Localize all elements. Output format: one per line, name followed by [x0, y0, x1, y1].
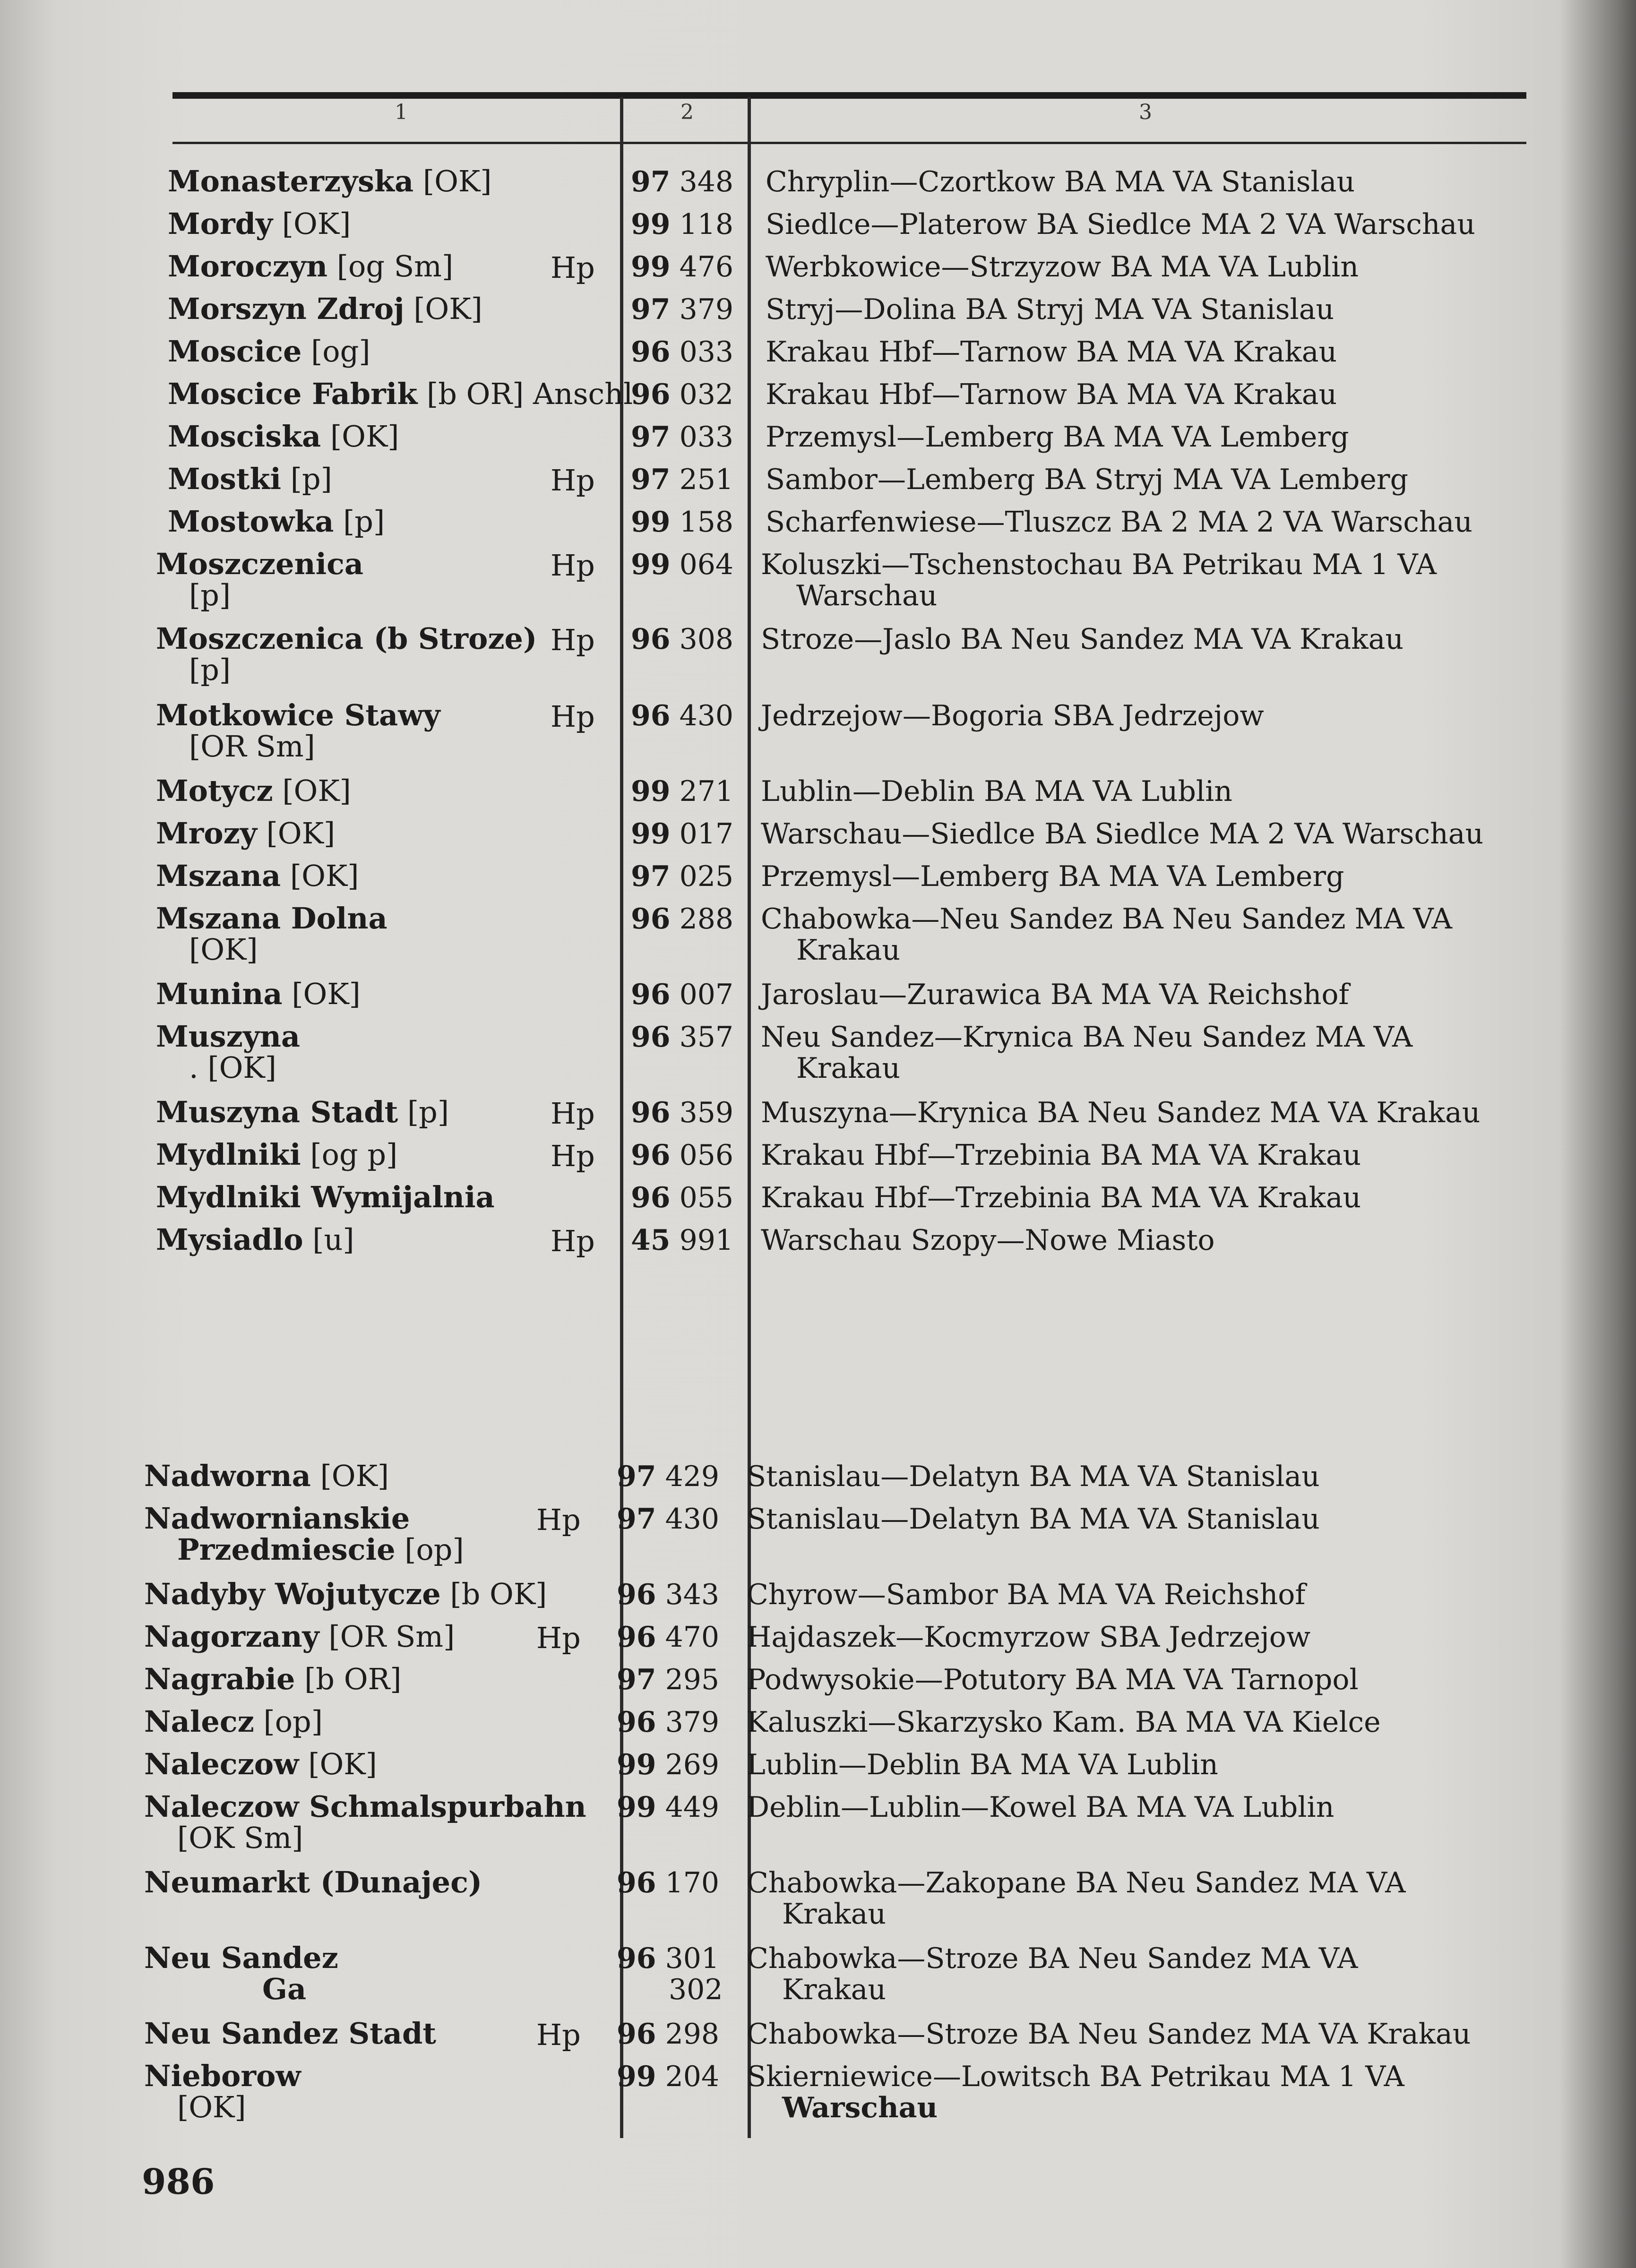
station-number — [631, 775, 733, 808]
station-number — [631, 165, 733, 198]
station-number-suffix: 033 — [679, 335, 734, 369]
station-name-continuation — [189, 934, 258, 966]
station-number-prefix: 97 — [617, 1663, 656, 1696]
station-name — [156, 699, 440, 731]
station-class-code: [p] — [290, 462, 332, 496]
station-number — [631, 902, 733, 936]
route-description: Skierniewice—Lowitsch BA Petrikau MA 1 VA — [747, 2060, 1404, 2093]
route-description: Krakau Hbf—Tarnow BA MA VA Krakau — [766, 335, 1337, 369]
station-number — [631, 1021, 733, 1054]
station-number-secondary: 302 — [669, 1973, 723, 2006]
station-class-code: [u] — [312, 1222, 354, 1257]
station-number — [617, 1663, 719, 1696]
route-description: Stanislau—Delatyn BA MA VA Stanislau — [747, 1503, 1320, 1536]
station-name-bold: Moroczyn — [168, 249, 328, 284]
station-name-continuation — [262, 1973, 306, 2005]
station-number-prefix: 96 — [617, 1621, 656, 1654]
station-class-code: [OK] — [413, 292, 482, 326]
station-number-suffix: 025 — [679, 860, 734, 893]
station-class-code: [og p] — [310, 1137, 398, 1172]
station-number-suffix: 118 — [679, 208, 734, 241]
station-name-bold: Neu Sandez Stadt — [144, 2016, 436, 2051]
station-number-suffix: 430 — [679, 699, 734, 732]
station-name — [168, 463, 332, 495]
station-name-continuation — [189, 654, 231, 686]
station-name — [168, 208, 351, 240]
station-number-suffix: 271 — [679, 775, 734, 808]
station-name-bold: Nadwornianskie — [144, 1501, 410, 1536]
station-name-bold: Motycz — [156, 773, 273, 808]
station-number-prefix: 99 — [631, 775, 671, 808]
station-name — [156, 1139, 397, 1171]
station-class-code: [p] — [343, 504, 385, 539]
station-name — [144, 1503, 410, 1535]
station-number-prefix: 96 — [631, 1096, 671, 1129]
station-number-suffix: 379 — [665, 1706, 720, 1739]
station-number-suffix: 343 — [665, 1578, 720, 1611]
station-number-suffix: 348 — [679, 165, 734, 198]
halt-marker: Hp — [551, 463, 595, 498]
route-description: Chabowka—Stroze BA Neu Sandez MA VA — [747, 1942, 1358, 1975]
station-name — [144, 1748, 377, 1780]
station-class-code: [OK] — [308, 1747, 377, 1781]
route-description: Deblin—Lublin—Kowel BA MA VA Lublin — [747, 1791, 1335, 1824]
station-number — [631, 250, 733, 284]
station-class-code: [OK] — [320, 1459, 389, 1493]
station-number-prefix: 97 — [631, 421, 671, 454]
station-number-prefix: 96 — [631, 623, 671, 656]
station-name-bold: Naleczow — [144, 1747, 299, 1781]
station-number-suffix: 204 — [665, 2060, 720, 2093]
station-name-continuation — [189, 730, 315, 763]
station-name-bold: Mszana — [156, 859, 281, 893]
station-name — [156, 1181, 495, 1213]
column-header-2: 2 — [680, 100, 694, 124]
route-description: Krakau Hbf—Trzebinia BA MA VA Krakau — [761, 1139, 1361, 1172]
route-description: Neu Sandez—Krynica BA Neu Sandez MA VA — [761, 1021, 1413, 1054]
station-name-bold: Mszana Dolna — [156, 901, 387, 936]
station-class-code: [b OR] Anschl — [427, 377, 633, 411]
station-name — [144, 1866, 482, 1899]
station-name-bold: Mrozy — [156, 816, 257, 850]
station-number-suffix: 301 — [665, 1942, 720, 1975]
station-number-prefix: 96 — [631, 902, 671, 936]
station-class-code: [b OR] — [304, 1662, 402, 1696]
route-continuation: Krakau — [782, 1898, 887, 1931]
station-class-code: [OK Sm] — [177, 1821, 303, 1855]
station-number-prefix: 99 — [631, 817, 671, 850]
station-number-prefix: 96 — [617, 2018, 656, 2051]
station-number-prefix: 96 — [631, 978, 671, 1011]
route-continuation: Krakau — [796, 934, 901, 967]
station-number — [631, 421, 733, 454]
station-name — [144, 1706, 323, 1738]
station-name-bold: Mysiadlo — [156, 1222, 303, 1257]
station-name — [168, 378, 633, 410]
station-number-prefix: 96 — [617, 1866, 656, 1899]
halt-marker: Hp — [551, 1096, 595, 1131]
station-number — [617, 1460, 719, 1493]
route-description: Krakau Hbf—Tarnow BA MA VA Krakau — [766, 378, 1337, 411]
station-name-continuation — [177, 1822, 303, 1854]
station-number-suffix: 429 — [665, 1460, 720, 1493]
halt-marker: Hp — [536, 2018, 581, 2052]
route-description: Lublin—Deblin BA MA VA Lublin — [747, 1748, 1218, 1781]
station-name-bold: Naleczow Schmalspurbahn — [144, 1789, 586, 1824]
station-number-prefix: 96 — [631, 699, 671, 732]
route-description: Przemysl—Lemberg BA MA VA Lemberg — [766, 421, 1349, 454]
station-class-code: [p] — [407, 1095, 449, 1129]
station-number-prefix: 97 — [617, 1503, 656, 1536]
station-number — [631, 1096, 733, 1129]
station-name-bold: Mydlniki — [156, 1137, 301, 1172]
station-name-bold: Neumarkt (Dunajec) — [144, 1865, 482, 1899]
station-number — [631, 208, 733, 241]
station-class-code: [OK] — [177, 2090, 246, 2124]
route-description: Werbkowice—Strzyzow BA MA VA Lublin — [766, 250, 1359, 284]
station-number — [631, 699, 733, 732]
station-number-suffix: 251 — [679, 463, 734, 496]
station-number — [631, 1181, 733, 1214]
halt-marker: Hp — [551, 548, 595, 583]
route-description: Jaroslau—Zurawica BA MA VA Reichshof — [761, 978, 1349, 1011]
station-number-suffix: 269 — [665, 1748, 720, 1781]
station-name-bold: Muszyna — [156, 1019, 301, 1054]
station-name-bold: Moscice — [168, 334, 302, 369]
halt-marker: Hp — [551, 623, 595, 657]
route-description: Siedlce—Platerow BA Siedlce MA 2 VA Warschau — [766, 208, 1475, 241]
station-number-suffix: 064 — [679, 548, 734, 581]
station-number-suffix: 170 — [665, 1866, 720, 1899]
station-number-prefix: 45 — [631, 1224, 671, 1257]
station-number — [617, 1621, 719, 1654]
station-name — [168, 293, 482, 325]
station-number-prefix: 97 — [631, 463, 671, 496]
station-name-bold: Morszyn Zdroj — [168, 292, 405, 326]
station-number — [631, 463, 733, 496]
station-name — [144, 1460, 389, 1492]
station-number-prefix: 96 — [631, 335, 671, 369]
station-name-bold: Nalecz — [144, 1704, 254, 1739]
station-class-code: [OK] — [266, 816, 336, 850]
station-number — [631, 548, 733, 581]
column-header-1: 1 — [395, 100, 408, 124]
station-number-suffix: 308 — [679, 623, 734, 656]
station-name-continuation — [177, 2091, 246, 2123]
route-description: Stroze—Jaslo BA Neu Sandez MA VA Krakau — [761, 623, 1404, 656]
station-number-suffix: 359 — [679, 1096, 734, 1129]
column-header-3: 3 — [1139, 100, 1152, 124]
top-rule — [172, 92, 1526, 99]
station-name — [168, 250, 453, 283]
station-number-suffix: 298 — [665, 2018, 720, 2051]
route-description: Sambor—Lemberg BA Stryj MA VA Lemberg — [766, 463, 1409, 496]
station-number — [617, 1748, 719, 1781]
station-number-suffix: 991 — [679, 1224, 734, 1257]
station-name — [156, 775, 351, 807]
station-class-code: [p] — [189, 578, 231, 612]
station-number-suffix: 379 — [679, 293, 734, 326]
station-class-code: . [OK] — [189, 1050, 276, 1085]
station-number-prefix: 96 — [617, 1942, 656, 1975]
station-number-prefix: 99 — [617, 1748, 656, 1781]
halt-marker: Hp — [536, 1503, 581, 1537]
station-number-prefix: 96 — [631, 378, 671, 411]
station-name — [144, 2018, 436, 2050]
station-name-continuation — [177, 1534, 464, 1566]
station-number — [631, 1139, 733, 1172]
station-number-suffix: 449 — [665, 1791, 720, 1824]
station-class-code: [p] — [189, 653, 231, 687]
station-number-suffix: 476 — [679, 250, 734, 284]
station-class-code: [OK] — [282, 206, 351, 241]
route-description: Podwysokie—Potutory BA MA VA Tarnopol — [747, 1663, 1359, 1696]
station-name-bold: Motkowice Stawy — [156, 698, 440, 732]
station-number-prefix: 97 — [631, 860, 671, 893]
station-number-suffix: 295 — [665, 1663, 720, 1696]
station-number — [617, 1578, 719, 1611]
station-class-code: [OK] — [282, 773, 351, 808]
station-name-bold: Nagorzany — [144, 1619, 319, 1654]
route-description: Chabowka—Zakopane BA Neu Sandez MA VA — [747, 1866, 1406, 1899]
route-description: Chabowka—Stroze BA Neu Sandez MA VA Krakau — [747, 2018, 1471, 2051]
station-number — [631, 293, 733, 326]
route-description: Warschau—Siedlce BA Siedlce MA 2 VA Warschau — [761, 817, 1484, 850]
station-number-prefix: 99 — [617, 2060, 656, 2093]
station-name — [144, 1621, 455, 1653]
station-name — [156, 623, 537, 655]
station-number-prefix: 96 — [631, 1021, 671, 1054]
station-name — [168, 335, 370, 368]
station-name — [168, 165, 491, 198]
station-name — [156, 860, 359, 892]
station-name-bold: Muszyna Stadt — [156, 1095, 398, 1129]
route-description: Chabowka—Neu Sandez BA Neu Sandez MA VA — [761, 902, 1452, 936]
station-number — [631, 1224, 733, 1257]
page-number: 986 — [142, 2162, 215, 2202]
station-name — [156, 1021, 300, 1053]
header-rule — [172, 142, 1526, 144]
station-number-suffix: 032 — [679, 378, 734, 411]
station-name — [144, 1942, 338, 1974]
station-name-continuation-bold: Przedmiescie — [177, 1532, 396, 1567]
station-name-bold: Mydlniki Wymijalnia — [156, 1180, 495, 1214]
station-class-code: [og Sm] — [336, 249, 454, 284]
station-class-code: [OK] — [330, 419, 399, 454]
station-name-bold: Nadyby Wojutycze — [144, 1577, 441, 1611]
station-number-suffix: 007 — [679, 978, 734, 1011]
station-name-continuation — [189, 1052, 276, 1084]
station-number-prefix: 97 — [617, 1460, 656, 1493]
halt-marker: Hp — [551, 699, 595, 734]
route-description: Stanislau—Delatyn BA MA VA Stanislau — [747, 1460, 1320, 1493]
halt-marker: Hp — [551, 250, 595, 285]
station-number-prefix: 96 — [631, 1139, 671, 1172]
station-name-bold: Nieborow — [144, 2059, 301, 2093]
station-name-bold: Nagrabie — [144, 1662, 295, 1696]
column-divider-2 — [748, 97, 751, 2138]
station-number — [617, 2018, 719, 2051]
station-class-code: [og] — [311, 334, 370, 369]
station-name-bold: Moszczenica — [156, 547, 364, 581]
route-description: Warschau Szopy—Nowe Miasto — [761, 1224, 1215, 1257]
station-number-prefix: 99 — [631, 506, 671, 539]
station-number-prefix: 99 — [631, 250, 671, 284]
route-description: Jedrzejow—Bogoria SBA Jedrzejow — [761, 699, 1264, 732]
halt-marker: Hp — [551, 1139, 595, 1173]
station-name-bold: Munina — [156, 977, 283, 1011]
station-number-prefix: 97 — [631, 293, 671, 326]
station-name-continuation — [189, 579, 231, 611]
station-number-prefix: 96 — [617, 1706, 656, 1739]
station-number-suffix: 158 — [679, 506, 734, 539]
station-name — [156, 978, 361, 1010]
station-class-code: [op] — [405, 1532, 464, 1567]
station-class-code: [OK] — [292, 977, 361, 1011]
station-name-bold: Mostowka — [168, 504, 334, 539]
station-name — [144, 1663, 401, 1695]
station-name-bold: Neu Sandez — [144, 1941, 338, 1975]
station-number — [617, 1706, 719, 1739]
station-number — [631, 335, 733, 369]
station-name — [156, 548, 363, 580]
station-number-suffix: 017 — [679, 817, 734, 850]
station-number-prefix: 96 — [617, 1578, 656, 1611]
station-number — [617, 2060, 719, 2093]
station-number-suffix: 056 — [679, 1139, 734, 1172]
halt-marker: Hp — [536, 1621, 581, 1655]
route-description: Hajdaszek—Kocmyrzow SBA Jedrzejow — [747, 1621, 1311, 1654]
station-name-bold: Moscice Fabrik — [168, 377, 418, 411]
station-name-continuation-bold: Ga — [262, 1972, 307, 2006]
station-class-code: [OR Sm] — [328, 1619, 455, 1654]
station-number — [631, 378, 733, 411]
station-number-prefix: 96 — [631, 1181, 671, 1214]
halt-marker: Hp — [551, 1224, 595, 1258]
station-name-bold: Mordy — [168, 206, 273, 241]
station-name — [168, 506, 385, 538]
station-number — [631, 506, 733, 539]
station-class-code: [op] — [263, 1704, 323, 1739]
station-name — [156, 902, 387, 935]
route-description: Koluszki—Tschenstochau BA Petrikau MA 1 VA — [761, 548, 1437, 581]
station-number-suffix: 357 — [679, 1021, 734, 1054]
station-number — [617, 1503, 719, 1536]
route-description: Stryj—Dolina BA Stryj MA VA Stanislau — [766, 293, 1335, 326]
station-number — [631, 978, 733, 1011]
station-name-bold: Mostki — [168, 462, 282, 496]
station-number-suffix: 470 — [665, 1621, 720, 1654]
route-description: Muszyna—Krynica BA Neu Sandez MA VA Krakau — [761, 1096, 1481, 1129]
station-number-suffix: 288 — [679, 902, 734, 936]
station-number — [631, 860, 733, 893]
route-description: Przemysl—Lemberg BA MA VA Lemberg — [761, 860, 1344, 893]
station-number — [617, 1791, 719, 1824]
station-name-bold: Monasterzyska — [168, 164, 414, 198]
route-description: Scharfenwiese—Tluszcz BA 2 MA 2 VA Warschau — [766, 506, 1472, 539]
route-continuation: Krakau — [782, 1973, 887, 2006]
station-number-prefix: 99 — [617, 1791, 656, 1824]
route-description: Kaluszki—Skarzysko Kam. BA MA VA Kielce — [747, 1706, 1381, 1739]
station-class-code: [OK] — [189, 932, 258, 967]
station-name-bold: Moszczenica (b Stroze) — [156, 621, 537, 656]
station-number — [631, 623, 733, 656]
station-name-bold: Nadworna — [144, 1459, 311, 1493]
station-name — [156, 1224, 354, 1256]
station-name — [156, 817, 335, 850]
station-number-prefix: 99 — [631, 208, 671, 241]
station-name — [144, 1791, 586, 1823]
station-class-code: [OK] — [422, 164, 492, 198]
route-description: Chyrow—Sambor BA MA VA Reichshof — [747, 1578, 1306, 1611]
station-name — [144, 2060, 301, 2092]
route-description: Krakau Hbf—Trzebinia BA MA VA Krakau — [761, 1181, 1361, 1214]
route-continuation: Warschau — [782, 2091, 938, 2124]
station-name-bold: Mosciska — [168, 419, 321, 454]
station-number — [631, 817, 733, 850]
route-description: Lublin—Deblin BA MA VA Lublin — [761, 775, 1232, 808]
route-continuation: Warschau — [796, 579, 938, 612]
route-description: Chryplin—Czortkow BA MA VA Stanislau — [766, 165, 1355, 198]
station-number-suffix: 033 — [679, 421, 734, 454]
station-name — [156, 1096, 449, 1128]
station-number-suffix: 430 — [665, 1503, 720, 1536]
route-continuation: Krakau — [796, 1052, 901, 1085]
station-number — [617, 1942, 719, 1975]
station-name — [144, 1578, 547, 1610]
station-number-suffix: 055 — [679, 1181, 734, 1214]
station-class-code: [b OK] — [450, 1577, 547, 1611]
station-class-code: [OK] — [290, 859, 359, 893]
station-number — [617, 1866, 719, 1899]
station-class-code: [OR Sm] — [189, 729, 315, 764]
station-number-prefix: 97 — [631, 165, 671, 198]
station-number-prefix: 99 — [631, 548, 671, 581]
station-name — [168, 421, 399, 453]
